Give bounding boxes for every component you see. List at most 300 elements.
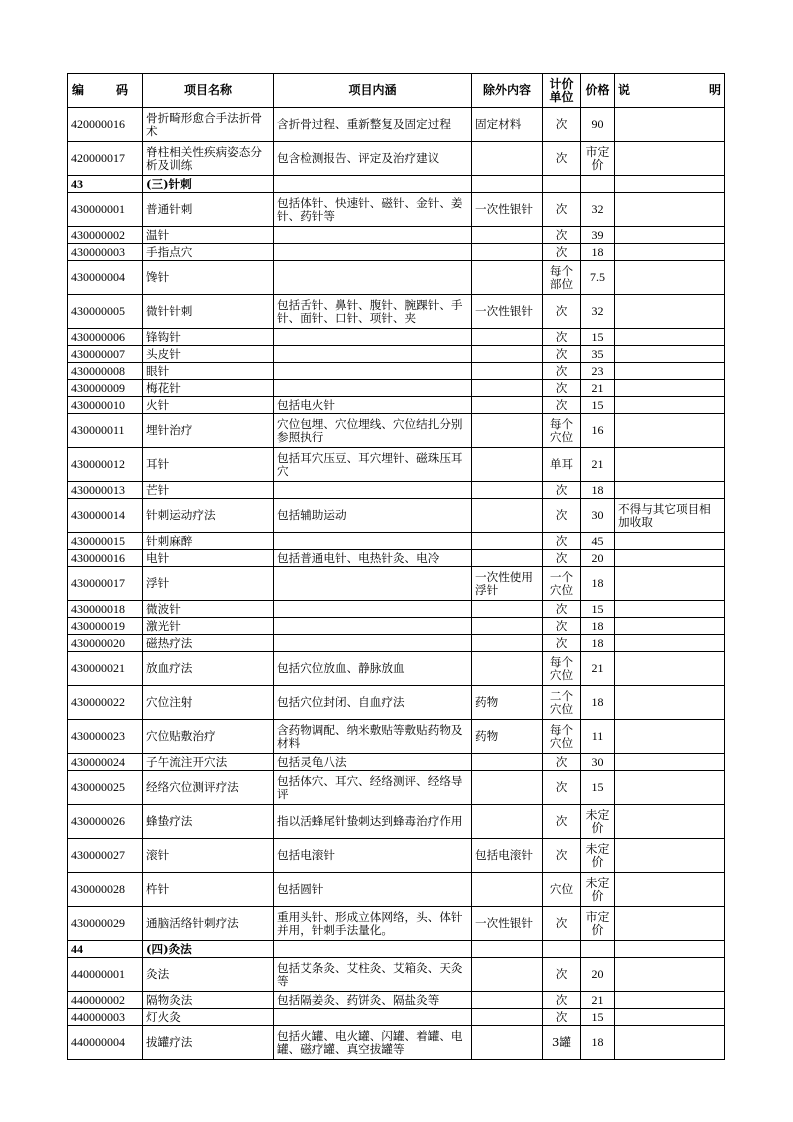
table-row bbox=[68, 635, 725, 652]
item-code: 430000022 bbox=[68, 686, 143, 720]
item-content bbox=[274, 1009, 472, 1026]
item-name: 经络穴位测评疗法 bbox=[143, 771, 274, 805]
item-price: 20 bbox=[581, 958, 615, 992]
item-content: 包括体针、快速针、磁针、金针、姜针、药针等 bbox=[274, 193, 472, 227]
item-name: 磁热疗法 bbox=[143, 635, 274, 652]
item-name: 通脑活络针刺疗法 bbox=[143, 907, 274, 941]
empty-cell bbox=[274, 941, 472, 958]
item-note bbox=[615, 1026, 725, 1060]
item-exclude bbox=[472, 1009, 543, 1026]
table-row bbox=[68, 380, 725, 397]
item-name: 蜂蛰疗法 bbox=[143, 805, 274, 839]
item-unit: 每个部位 bbox=[543, 261, 581, 295]
item-code: 430000019 bbox=[68, 618, 143, 635]
item-note bbox=[615, 397, 725, 414]
table-row bbox=[68, 839, 725, 873]
section-code: 44 bbox=[68, 941, 143, 958]
item-unit: 次 bbox=[543, 601, 581, 618]
item-code: 430000008 bbox=[68, 363, 143, 380]
item-content: 包括火罐、电火罐、闪罐、着罐、电罐、磁疗罐、真空拔罐等 bbox=[274, 1026, 472, 1060]
item-note bbox=[615, 108, 725, 142]
item-unit: 二个穴位 bbox=[543, 686, 581, 720]
item-price: 15 bbox=[581, 329, 615, 346]
table-row bbox=[68, 346, 725, 363]
item-price: 16 bbox=[581, 414, 615, 448]
table-row bbox=[68, 108, 725, 142]
item-exclude bbox=[472, 363, 543, 380]
item-unit: 次 bbox=[543, 244, 581, 261]
item-unit: 次 bbox=[543, 193, 581, 227]
table-row bbox=[68, 1009, 725, 1026]
item-exclude bbox=[472, 329, 543, 346]
item-name: 穴位贴敷治疗 bbox=[143, 720, 274, 754]
item-price: 市定价 bbox=[581, 142, 615, 176]
item-code: 430000001 bbox=[68, 193, 143, 227]
item-name: 微波针 bbox=[143, 601, 274, 618]
item-exclude: 一次性使用浮针 bbox=[472, 567, 543, 601]
section-title: (三)针刺 bbox=[143, 176, 274, 193]
table-row bbox=[68, 1026, 725, 1060]
item-note bbox=[615, 958, 725, 992]
item-code: 440000002 bbox=[68, 992, 143, 1009]
item-note bbox=[615, 635, 725, 652]
item-name: 拔罐疗法 bbox=[143, 1026, 274, 1060]
item-price: 35 bbox=[581, 346, 615, 363]
item-note bbox=[615, 720, 725, 754]
item-name: 隔物灸法 bbox=[143, 992, 274, 1009]
table-row bbox=[68, 907, 725, 941]
item-code: 430000014 bbox=[68, 499, 143, 533]
item-content bbox=[274, 618, 472, 635]
item-note bbox=[615, 414, 725, 448]
item-unit: 次 bbox=[543, 771, 581, 805]
header-exclude: 除外内容 bbox=[472, 74, 543, 108]
price-table bbox=[67, 73, 725, 1060]
table-row bbox=[68, 499, 725, 533]
item-price: 18 bbox=[581, 635, 615, 652]
item-exclude bbox=[472, 227, 543, 244]
item-note bbox=[615, 652, 725, 686]
item-code: 430000011 bbox=[68, 414, 143, 448]
item-content: 含药物调配、纳米敷贴等敷贴药物及材料 bbox=[274, 720, 472, 754]
item-price: 21 bbox=[581, 448, 615, 482]
item-unit: 次 bbox=[543, 227, 581, 244]
empty-cell bbox=[581, 176, 615, 193]
item-note bbox=[615, 550, 725, 567]
item-unit: 一个穴位 bbox=[543, 567, 581, 601]
table-row bbox=[68, 363, 725, 380]
item-content bbox=[274, 533, 472, 550]
item-price: 未定价 bbox=[581, 805, 615, 839]
item-unit: 次 bbox=[543, 397, 581, 414]
item-content: 包括电滚针 bbox=[274, 839, 472, 873]
table-row bbox=[68, 448, 725, 482]
table-row bbox=[68, 550, 725, 567]
item-exclude bbox=[472, 380, 543, 397]
table-row bbox=[68, 193, 725, 227]
item-exclude bbox=[472, 550, 543, 567]
table-row bbox=[68, 533, 725, 550]
item-price: 32 bbox=[581, 193, 615, 227]
item-exclude bbox=[472, 601, 543, 618]
item-code: 430000028 bbox=[68, 873, 143, 907]
item-exclude bbox=[472, 635, 543, 652]
item-exclude bbox=[472, 652, 543, 686]
item-unit: 次 bbox=[543, 635, 581, 652]
item-code: 430000009 bbox=[68, 380, 143, 397]
item-name: 耳针 bbox=[143, 448, 274, 482]
header-price: 价格 bbox=[581, 74, 615, 108]
item-code: 430000020 bbox=[68, 635, 143, 652]
item-name: 手指点穴 bbox=[143, 244, 274, 261]
item-name: 梅花针 bbox=[143, 380, 274, 397]
item-content: 重用头针、形成立体网络，头、体针并用，针刺手法量化。 bbox=[274, 907, 472, 941]
item-unit: 次 bbox=[543, 499, 581, 533]
item-content bbox=[274, 601, 472, 618]
item-content bbox=[274, 482, 472, 499]
item-unit: 单耳 bbox=[543, 448, 581, 482]
header-note: 说 明 bbox=[615, 74, 725, 108]
item-code: 430000013 bbox=[68, 482, 143, 499]
table-row bbox=[68, 618, 725, 635]
item-exclude bbox=[472, 533, 543, 550]
item-content bbox=[274, 329, 472, 346]
item-content bbox=[274, 261, 472, 295]
header-name: 项目名称 bbox=[143, 74, 274, 108]
item-note bbox=[615, 329, 725, 346]
item-note bbox=[615, 380, 725, 397]
item-exclude bbox=[472, 448, 543, 482]
item-exclude bbox=[472, 771, 543, 805]
item-exclude bbox=[472, 261, 543, 295]
item-price: 21 bbox=[581, 380, 615, 397]
item-exclude bbox=[472, 618, 543, 635]
item-exclude bbox=[472, 142, 543, 176]
header-unit: 计价单位 bbox=[543, 74, 581, 108]
item-content: 含折骨过程、重新整复及固定过程 bbox=[274, 108, 472, 142]
item-name: 滚针 bbox=[143, 839, 274, 873]
item-code: 430000004 bbox=[68, 261, 143, 295]
item-note bbox=[615, 193, 725, 227]
item-unit: 3罐 bbox=[543, 1026, 581, 1060]
item-name: 埋针治疗 bbox=[143, 414, 274, 448]
item-unit: 次 bbox=[543, 346, 581, 363]
item-exclude bbox=[472, 499, 543, 533]
item-unit: 次 bbox=[543, 533, 581, 550]
item-name: 普通针刺 bbox=[143, 193, 274, 227]
item-exclude bbox=[472, 397, 543, 414]
item-note bbox=[615, 261, 725, 295]
item-name: 芒针 bbox=[143, 482, 274, 499]
item-note bbox=[615, 227, 725, 244]
item-name: 放血疗法 bbox=[143, 652, 274, 686]
item-name: 头皮针 bbox=[143, 346, 274, 363]
item-unit: 次 bbox=[543, 142, 581, 176]
item-content: 包括辅助运动 bbox=[274, 499, 472, 533]
item-note bbox=[615, 771, 725, 805]
item-name: 电针 bbox=[143, 550, 274, 567]
item-code: 440000003 bbox=[68, 1009, 143, 1026]
item-unit: 次 bbox=[543, 329, 581, 346]
header-content: 项目内涵 bbox=[274, 74, 472, 108]
item-content bbox=[274, 567, 472, 601]
table-row bbox=[68, 771, 725, 805]
item-price: 15 bbox=[581, 1009, 615, 1026]
empty-cell bbox=[615, 941, 725, 958]
table-row bbox=[68, 261, 725, 295]
header-code: 编 码 bbox=[68, 74, 143, 108]
item-price: 未定价 bbox=[581, 839, 615, 873]
item-price: 23 bbox=[581, 363, 615, 380]
item-note bbox=[615, 839, 725, 873]
empty-cell bbox=[472, 941, 543, 958]
item-note bbox=[615, 482, 725, 499]
item-note bbox=[615, 601, 725, 618]
item-code: 440000001 bbox=[68, 958, 143, 992]
item-price: 7.5 bbox=[581, 261, 615, 295]
item-code: 430000005 bbox=[68, 295, 143, 329]
item-content bbox=[274, 346, 472, 363]
item-price: 市定价 bbox=[581, 907, 615, 941]
table-row bbox=[68, 686, 725, 720]
item-note bbox=[615, 142, 725, 176]
item-code: 430000023 bbox=[68, 720, 143, 754]
item-unit: 次 bbox=[543, 380, 581, 397]
item-unit: 次 bbox=[543, 1009, 581, 1026]
item-content: 包括穴位放血、静脉放血 bbox=[274, 652, 472, 686]
item-unit: 次 bbox=[543, 550, 581, 567]
item-unit: 次 bbox=[543, 958, 581, 992]
item-content: 指以活蜂尾针蛰刺达到蜂毒治疗作用 bbox=[274, 805, 472, 839]
item-code: 430000006 bbox=[68, 329, 143, 346]
table-body bbox=[68, 108, 725, 1060]
item-name: 温针 bbox=[143, 227, 274, 244]
item-name: 微针针刺 bbox=[143, 295, 274, 329]
item-name: 脊柱相关性疾病姿态分析及训练 bbox=[143, 142, 274, 176]
item-content: 包含检测报告、评定及治疗建议 bbox=[274, 142, 472, 176]
item-exclude: 药物 bbox=[472, 720, 543, 754]
item-code: 430000012 bbox=[68, 448, 143, 482]
item-code: 420000016 bbox=[68, 108, 143, 142]
table-row bbox=[68, 958, 725, 992]
item-content: 包括电火针 bbox=[274, 397, 472, 414]
item-price: 15 bbox=[581, 601, 615, 618]
item-exclude: 一次性银针 bbox=[472, 907, 543, 941]
section-title: (四)灸法 bbox=[143, 941, 274, 958]
item-price: 18 bbox=[581, 482, 615, 499]
item-content: 包括艾条灸、艾柱灸、艾箱灸、天灸等 bbox=[274, 958, 472, 992]
table-row bbox=[68, 295, 725, 329]
item-exclude: 固定材料 bbox=[472, 108, 543, 142]
item-content bbox=[274, 363, 472, 380]
item-note bbox=[615, 873, 725, 907]
item-name: 针刺麻醉 bbox=[143, 533, 274, 550]
empty-cell bbox=[543, 941, 581, 958]
empty-cell bbox=[581, 941, 615, 958]
item-code: 430000002 bbox=[68, 227, 143, 244]
price-table-page bbox=[67, 73, 724, 1060]
table-row bbox=[68, 482, 725, 499]
empty-cell bbox=[274, 176, 472, 193]
item-exclude: 一次性银针 bbox=[472, 295, 543, 329]
item-code: 430000026 bbox=[68, 805, 143, 839]
item-exclude bbox=[472, 992, 543, 1009]
item-name: 激光针 bbox=[143, 618, 274, 635]
item-unit: 次 bbox=[543, 907, 581, 941]
item-unit: 次 bbox=[543, 754, 581, 771]
item-unit: 次 bbox=[543, 482, 581, 499]
item-unit: 穴位 bbox=[543, 873, 581, 907]
item-code: 430000021 bbox=[68, 652, 143, 686]
table-row bbox=[68, 720, 725, 754]
item-name: 子午流注开穴法 bbox=[143, 754, 274, 771]
section-row bbox=[68, 941, 725, 958]
item-name: 杵针 bbox=[143, 873, 274, 907]
item-price: 15 bbox=[581, 397, 615, 414]
item-content bbox=[274, 380, 472, 397]
item-exclude bbox=[472, 958, 543, 992]
table-row bbox=[68, 992, 725, 1009]
item-code: 430000017 bbox=[68, 567, 143, 601]
item-code: 430000018 bbox=[68, 601, 143, 618]
item-price: 20 bbox=[581, 550, 615, 567]
table-row bbox=[68, 601, 725, 618]
item-content: 包括耳穴压豆、耳穴埋针、磁珠压耳穴 bbox=[274, 448, 472, 482]
table-row bbox=[68, 567, 725, 601]
item-exclude: 包括电滚针 bbox=[472, 839, 543, 873]
table-row bbox=[68, 652, 725, 686]
item-price: 45 bbox=[581, 533, 615, 550]
item-note bbox=[615, 1009, 725, 1026]
table-row bbox=[68, 414, 725, 448]
item-content: 穴位包埋、穴位埋线、穴位结扎分别参照执行 bbox=[274, 414, 472, 448]
table-row bbox=[68, 873, 725, 907]
empty-cell bbox=[543, 176, 581, 193]
item-note bbox=[615, 295, 725, 329]
item-price: 18 bbox=[581, 1026, 615, 1060]
item-note bbox=[615, 907, 725, 941]
item-unit: 次 bbox=[543, 839, 581, 873]
item-code: 430000024 bbox=[68, 754, 143, 771]
item-unit: 次 bbox=[543, 363, 581, 380]
item-price: 32 bbox=[581, 295, 615, 329]
item-note bbox=[615, 244, 725, 261]
item-content: 包括灵龟八法 bbox=[274, 754, 472, 771]
item-price: 90 bbox=[581, 108, 615, 142]
item-note bbox=[615, 346, 725, 363]
item-price: 21 bbox=[581, 652, 615, 686]
empty-cell bbox=[472, 176, 543, 193]
item-price: 11 bbox=[581, 720, 615, 754]
table-row bbox=[68, 397, 725, 414]
item-note: 不得与其它项目相加收取 bbox=[615, 499, 725, 533]
item-note bbox=[615, 805, 725, 839]
table-row bbox=[68, 244, 725, 261]
item-exclude bbox=[472, 754, 543, 771]
item-content: 包括普通电针、电热针灸、电冷 bbox=[274, 550, 472, 567]
item-note bbox=[615, 754, 725, 771]
item-code: 430000015 bbox=[68, 533, 143, 550]
item-price: 15 bbox=[581, 771, 615, 805]
section-code: 43 bbox=[68, 176, 143, 193]
item-exclude bbox=[472, 1026, 543, 1060]
section-row bbox=[68, 176, 725, 193]
item-name: 骨折畸形愈合手法折骨术 bbox=[143, 108, 274, 142]
item-exclude bbox=[472, 346, 543, 363]
item-name: 穴位注射 bbox=[143, 686, 274, 720]
item-note bbox=[615, 533, 725, 550]
item-content bbox=[274, 227, 472, 244]
item-content: 包括圆针 bbox=[274, 873, 472, 907]
item-content bbox=[274, 244, 472, 261]
item-code: 430000010 bbox=[68, 397, 143, 414]
table-row bbox=[68, 805, 725, 839]
item-unit: 次 bbox=[543, 108, 581, 142]
item-exclude bbox=[472, 414, 543, 448]
item-exclude: 一次性银针 bbox=[472, 193, 543, 227]
item-unit: 每个穴位 bbox=[543, 720, 581, 754]
item-price: 30 bbox=[581, 499, 615, 533]
item-content: 包括体穴、耳穴、经络测评、经络导评 bbox=[274, 771, 472, 805]
table-row bbox=[68, 329, 725, 346]
item-note bbox=[615, 992, 725, 1009]
item-note bbox=[615, 448, 725, 482]
item-name: 火针 bbox=[143, 397, 274, 414]
item-unit: 次 bbox=[543, 805, 581, 839]
item-name: 针刺运动疗法 bbox=[143, 499, 274, 533]
item-note bbox=[615, 686, 725, 720]
table-row bbox=[68, 227, 725, 244]
item-content bbox=[274, 635, 472, 652]
item-price: 39 bbox=[581, 227, 615, 244]
item-exclude bbox=[472, 873, 543, 907]
table-row bbox=[68, 754, 725, 771]
item-price: 未定价 bbox=[581, 873, 615, 907]
item-exclude bbox=[472, 482, 543, 499]
item-unit: 每个穴位 bbox=[543, 414, 581, 448]
empty-cell bbox=[615, 176, 725, 193]
item-code: 420000017 bbox=[68, 142, 143, 176]
table-row bbox=[68, 142, 725, 176]
item-price: 18 bbox=[581, 618, 615, 635]
item-code: 430000007 bbox=[68, 346, 143, 363]
item-exclude bbox=[472, 805, 543, 839]
item-unit: 每个穴位 bbox=[543, 652, 581, 686]
item-unit: 次 bbox=[543, 992, 581, 1009]
item-unit: 次 bbox=[543, 295, 581, 329]
table-header-row bbox=[68, 74, 725, 108]
item-name: 浮针 bbox=[143, 567, 274, 601]
item-exclude: 药物 bbox=[472, 686, 543, 720]
item-unit: 次 bbox=[543, 618, 581, 635]
item-price: 18 bbox=[581, 244, 615, 261]
item-code: 430000016 bbox=[68, 550, 143, 567]
item-name: 眼针 bbox=[143, 363, 274, 380]
item-note bbox=[615, 567, 725, 601]
item-content: 包括舌针、鼻针、腹针、腕踝针、手针、面针、口针、项针、夹 bbox=[274, 295, 472, 329]
item-content: 包括穴位封闭、自血疗法 bbox=[274, 686, 472, 720]
item-code: 430000029 bbox=[68, 907, 143, 941]
item-price: 18 bbox=[581, 686, 615, 720]
item-name: 馋针 bbox=[143, 261, 274, 295]
item-price: 18 bbox=[581, 567, 615, 601]
item-note bbox=[615, 363, 725, 380]
item-code: 440000004 bbox=[68, 1026, 143, 1060]
item-code: 430000027 bbox=[68, 839, 143, 873]
item-name: 锋钩针 bbox=[143, 329, 274, 346]
item-content: 包括隔姜灸、药饼灸、隔盐灸等 bbox=[274, 992, 472, 1009]
item-note bbox=[615, 618, 725, 635]
